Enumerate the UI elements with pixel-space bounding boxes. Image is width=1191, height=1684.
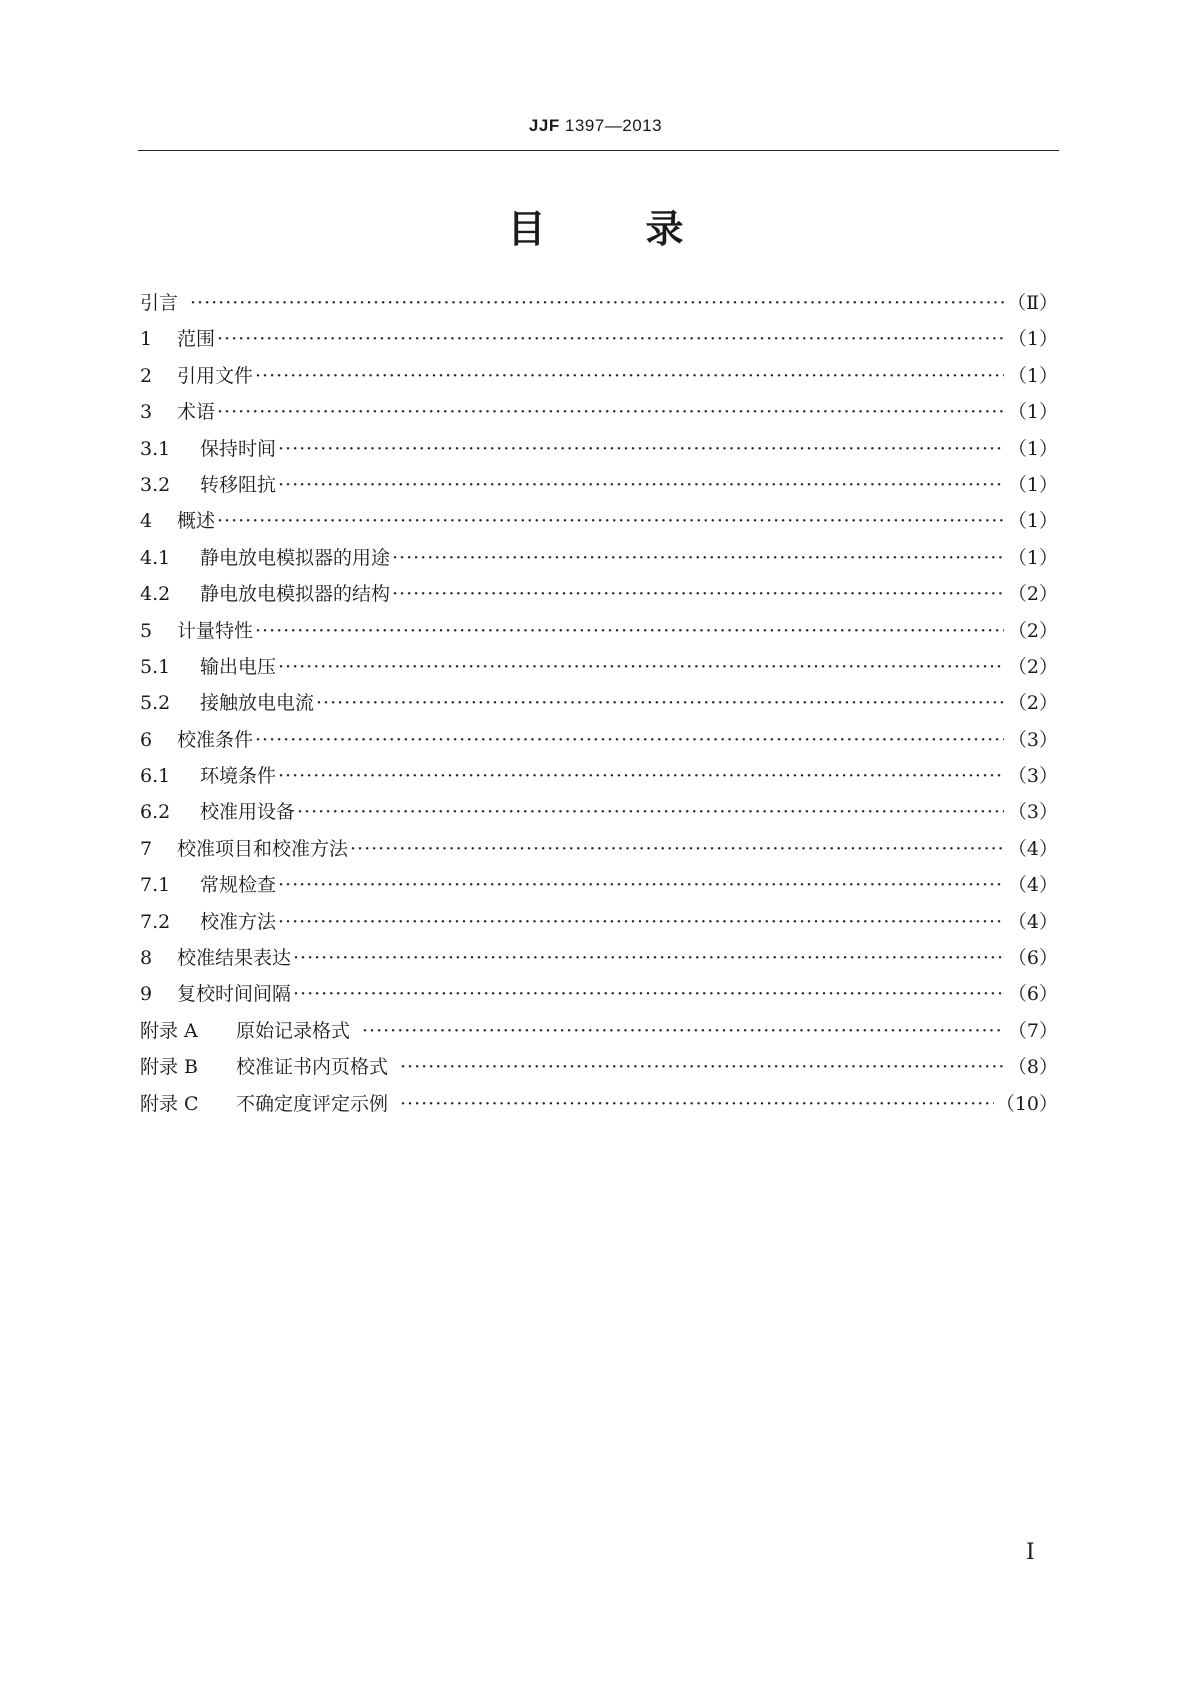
toc-entry-number: 3.1 (140, 437, 171, 460)
toc-entry-title: 计量特性 (177, 619, 254, 642)
toc-entry-page: （6） (1007, 947, 1058, 970)
toc-dot-leader (278, 438, 1004, 460)
toc-entry-page: （1） (1007, 473, 1058, 496)
toc-entry-number: 5.1 (140, 655, 171, 678)
toc-entry-page: （4） (1007, 837, 1058, 860)
toc-entry-number: 7.2 (140, 910, 171, 933)
toc-entry[interactable] (140, 616, 1058, 652)
toc-entry[interactable] (140, 470, 1058, 506)
toc-entry[interactable] (140, 797, 1058, 833)
toc-entry-title: 术语 (177, 401, 216, 424)
toc-entry-title: 校准用设备 (200, 801, 296, 824)
toc-entry-number: 5.2 (140, 692, 171, 715)
toc-entry-number: 9 (140, 983, 153, 1006)
toc-entry[interactable] (140, 834, 1058, 870)
toc-entry-title: 不确定度评定示例 (236, 1092, 389, 1115)
toc-entry-number: 8 (140, 947, 153, 970)
toc-dot-leader (392, 583, 1004, 605)
toc-entry-page: （Ⅱ） (1007, 292, 1058, 314)
toc-dot-leader (297, 801, 1004, 823)
toc-entry-title: 输出电压 (200, 655, 277, 678)
toc-dot-leader (278, 874, 1004, 896)
toc-dot-leader (392, 547, 1004, 569)
toc-entry[interactable] (140, 979, 1058, 1015)
toc-entry-title: 转移阻抗 (200, 473, 277, 496)
table-of-contents (140, 288, 1058, 1125)
toc-dot-leader (255, 729, 1004, 751)
toc-entry[interactable] (140, 1016, 1058, 1052)
toc-entry-page: （2） (1007, 692, 1058, 715)
toc-entry-number: 7 (140, 837, 153, 860)
toc-entry-page: （4） (1007, 874, 1058, 897)
toc-entry-title: 校准证书内页格式 (236, 1056, 389, 1079)
toc-entry[interactable] (140, 434, 1058, 470)
toc-entry[interactable] (140, 288, 1058, 324)
toc-entry-page: （4） (1007, 910, 1058, 933)
toc-entry-title: 校准条件 (177, 728, 254, 751)
toc-entry-title: 静电放电模拟器的用途 (200, 546, 391, 569)
toc-entry[interactable] (140, 579, 1058, 615)
toc-entry-title: 校准方法 (200, 910, 277, 933)
toc-dot-leader (278, 765, 1004, 787)
toc-entry-title: 范围 (177, 328, 216, 351)
page-title (0, 205, 1191, 253)
toc-entry-number: 6.2 (140, 801, 171, 824)
toc-entry[interactable] (140, 688, 1058, 724)
toc-entry-title: 保持时间 (200, 437, 277, 460)
toc-entry[interactable] (140, 543, 1058, 579)
toc-entry-page: （1） (1007, 437, 1058, 460)
toc-entry-number: 附录 C (140, 1092, 199, 1115)
toc-entry[interactable] (140, 1089, 1058, 1125)
toc-entry-page: （6） (1007, 983, 1058, 1006)
standard-code-number: 1397—2013 (559, 116, 663, 135)
toc-entry-title: 引用文件 (177, 364, 254, 387)
toc-entry-page: （3） (1007, 765, 1058, 788)
toc-entry[interactable] (140, 506, 1058, 542)
toc-entry-number: 3 (140, 401, 153, 424)
toc-entry-page: （1） (1007, 401, 1058, 424)
toc-entry-number: 6.1 (140, 765, 171, 788)
toc-entry-title: 接触放电电流 (200, 692, 315, 715)
toc-entry-number: 7.1 (140, 874, 171, 897)
title-char-2: 录 (645, 207, 684, 251)
toc-entry-title: 原始记录格式 (236, 1019, 351, 1042)
standard-code-prefix: JJF (528, 116, 560, 135)
toc-entry-title: 校准项目和校准方法 (177, 837, 349, 860)
toc-dot-leader (400, 1093, 994, 1115)
toc-entry[interactable] (140, 361, 1058, 397)
toc-entry-page: （10） (995, 1092, 1058, 1115)
toc-entry[interactable] (140, 324, 1058, 360)
toc-entry-number: 2 (140, 364, 153, 387)
toc-dot-leader (217, 401, 1004, 423)
toc-entry[interactable] (140, 907, 1058, 943)
toc-entry-page: （8） (1007, 1056, 1058, 1079)
toc-dot-leader (350, 838, 1004, 860)
toc-entry-number: 附录 B (140, 1056, 199, 1079)
toc-dot-leader (293, 983, 1004, 1005)
toc-dot-leader (255, 365, 1004, 387)
toc-entry-number: 3.2 (140, 473, 171, 496)
toc-entry-title: 环境条件 (200, 765, 277, 788)
toc-dot-leader (362, 1020, 1004, 1042)
toc-dot-leader (278, 911, 1004, 933)
toc-entry-page: （3） (1007, 728, 1058, 751)
toc-entry-title: 校准结果表达 (177, 947, 292, 970)
toc-entry-page: （1） (1007, 328, 1058, 351)
toc-entry-page: （2） (1007, 655, 1058, 678)
toc-entry-page: （3） (1007, 801, 1058, 824)
toc-entry-title: 引言 (140, 292, 179, 314)
page-header (0, 116, 1191, 136)
toc-dot-leader (217, 510, 1004, 532)
toc-entry-number: 4.1 (140, 546, 171, 569)
toc-entry-page: （1） (1007, 510, 1058, 533)
toc-dot-leader (293, 947, 1004, 969)
toc-entry-title: 复校时间间隔 (177, 983, 292, 1006)
toc-entry-title: 概述 (177, 510, 216, 533)
toc-entry[interactable] (140, 397, 1058, 433)
toc-entry-page: （1） (1007, 546, 1058, 569)
toc-entry-page: （2） (1007, 583, 1058, 606)
toc-dot-leader (316, 692, 1004, 714)
toc-entry-number: 4 (140, 510, 153, 533)
title-char-1: 目 (507, 207, 546, 251)
toc-entry-title: 常规检查 (200, 874, 277, 897)
toc-entry-number: 1 (140, 328, 153, 351)
toc-entry-page: （7） (1007, 1019, 1058, 1042)
toc-entry[interactable] (140, 725, 1058, 761)
toc-dot-leader (278, 656, 1004, 678)
toc-entry-page: （1） (1007, 364, 1058, 387)
toc-entry-number: 4.2 (140, 583, 171, 606)
page-number: Ⅰ (1026, 1540, 1035, 1565)
toc-entry-title: 静电放电模拟器的结构 (200, 583, 391, 606)
toc-entry[interactable] (140, 1052, 1058, 1088)
toc-entry-page: （2） (1007, 619, 1058, 642)
toc-entry[interactable] (140, 943, 1058, 979)
toc-entry[interactable] (140, 652, 1058, 688)
toc-entry[interactable] (140, 870, 1058, 906)
toc-dot-leader (255, 620, 1004, 642)
toc-entry-number: 5 (140, 619, 153, 642)
toc-dot-leader (400, 1056, 1004, 1078)
header-rule (138, 150, 1059, 151)
toc-dot-leader (190, 292, 1004, 314)
toc-entry[interactable] (140, 761, 1058, 797)
toc-dot-leader (278, 474, 1004, 496)
toc-entry-number: 6 (140, 728, 153, 751)
toc-entry-number: 附录 A (140, 1019, 198, 1042)
toc-dot-leader (217, 328, 1004, 350)
